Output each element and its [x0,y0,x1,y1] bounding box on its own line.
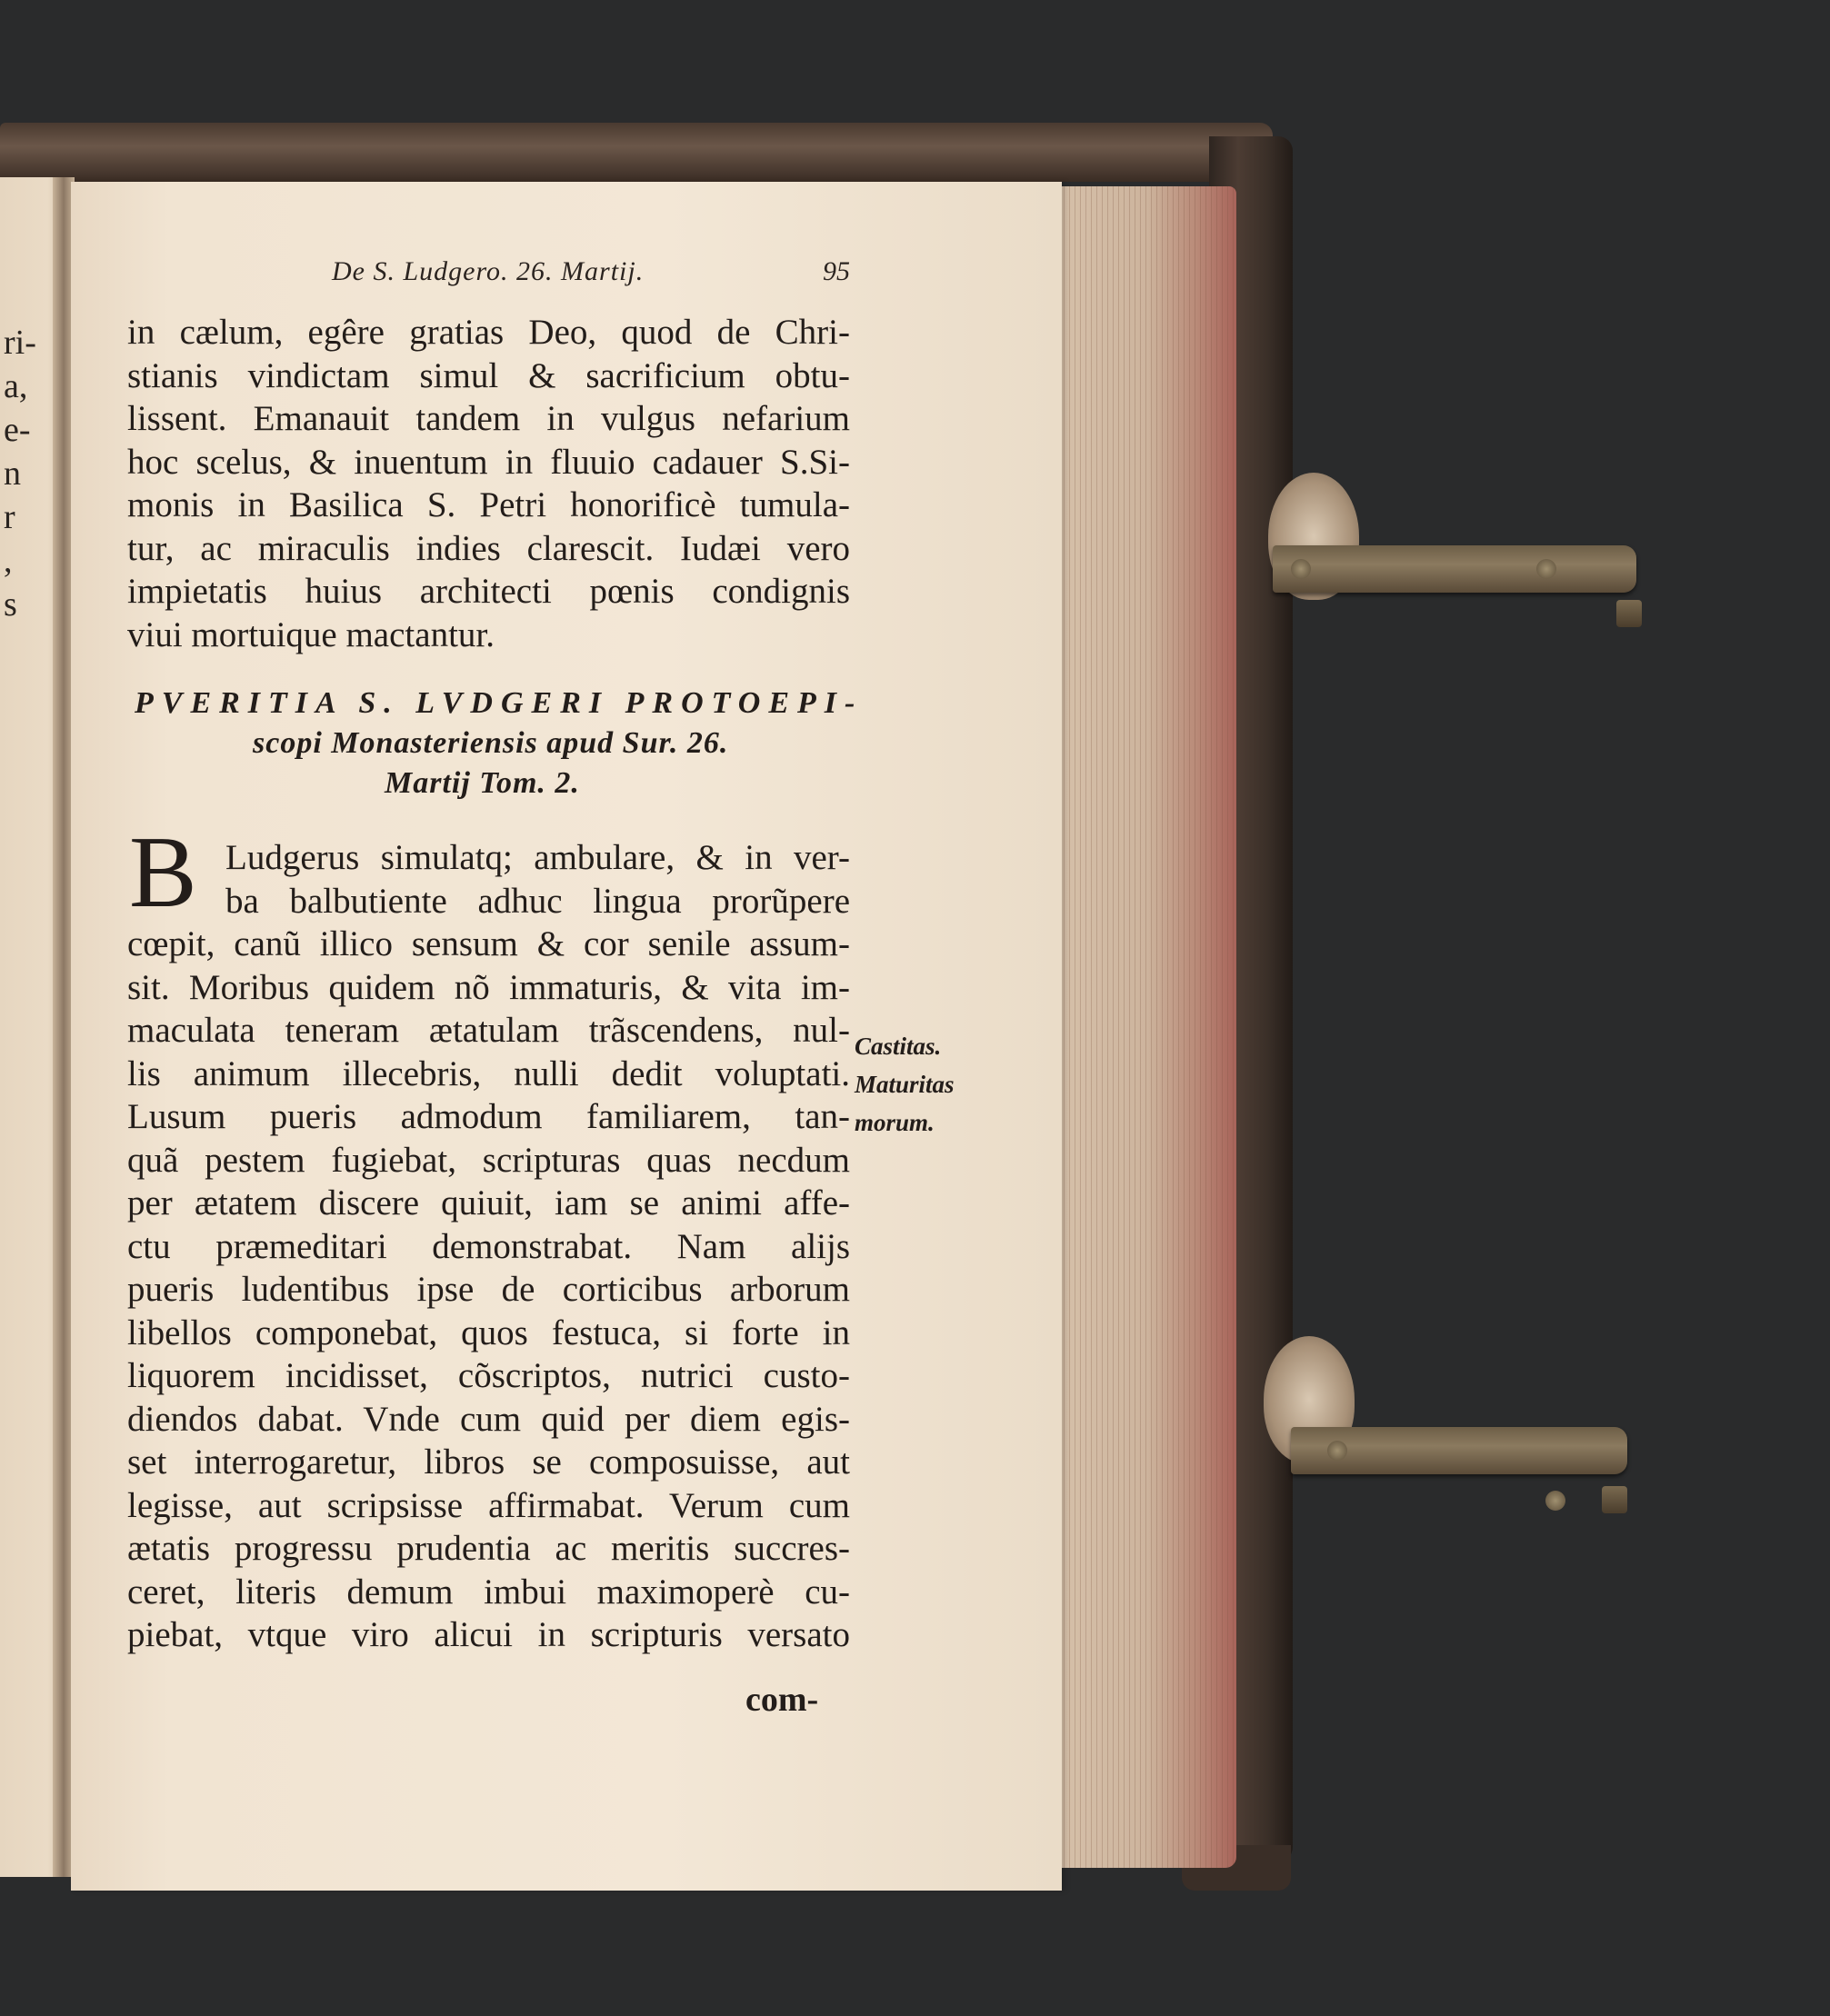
text-line: stianis vindictam simul & sacrificium obtu- [127,355,850,395]
text-line: maculata teneram ætatulam trãscendens, nul- [127,1011,850,1050]
text-line: cœpit, canũ illico sensum & cor senile assum- [127,924,850,963]
running-head: De S. Ludgero. 26. Martij. [332,256,645,286]
left-page-fragment: n [4,454,21,493]
text-line: quã pestem fugiebat, scripturas quas necdum [127,1140,850,1180]
left-page-fragment: r [4,498,15,536]
clasp-upper-tip [1616,600,1642,627]
marginal-note: Maturitas [855,1071,955,1098]
catchword: com- [745,1681,819,1719]
text-line: lissent. Emanauit tandem in vulgus nefarium [127,399,850,438]
marginal-note: morum. [855,1109,935,1136]
text-line: in cælum, egêre gratias Deo, quod de Chri- [127,313,850,352]
left-page-fragment: e- [4,411,31,449]
clasp-lower-rivet [1327,1441,1347,1461]
clasp-upper-strap [1273,545,1636,593]
left-page-fragment: , [4,542,13,580]
clasp-lower-tip [1602,1486,1627,1513]
heading-line-3: Martij Tom. 2. [385,766,580,800]
text-line: ceret, literis demum imbui maximoperè cu- [127,1572,850,1612]
text-line: diendos dabat. Vnde cum quid per diem egis- [127,1399,850,1439]
drop-cap: B [129,816,197,929]
text-line: pueris ludentibus ipse de corticibus arborum [127,1270,850,1309]
text-block-b [127,836,850,1657]
heading-line-1: PVERITIA S. LVDGERI PROTOEPI- [135,686,864,720]
text-line: hoc scelus, & inuentum in fluuio cadauer S.Si- [127,442,850,482]
left-page-fragment: ri- [4,324,36,362]
clasp-lower-rivet [1545,1491,1565,1511]
text-line: Lusum pueris admodum familiarem, tan- [127,1097,850,1136]
page-block-edge [1036,186,1236,1868]
marginal-note: Castitas. [855,1033,942,1060]
text-line: viui mortuique mactantur. [127,614,495,654]
heading-line-2: scopi Monasteriensis apud Sur. 26. [253,726,729,760]
text-line: set interrogaretur, libros se composuisse, aut [127,1442,850,1482]
text-line: ætatis progressu prudentia ac meritis succres- [127,1529,850,1568]
text-line: impietatis huius architecti pœnis condignis [127,572,850,611]
text-line: per ætatem discere quiuit, iam se animi affe- [127,1183,850,1223]
text-line: piebat, vtque viro alicui in scripturis versato [127,1615,850,1654]
text-line: tur, ac miraculis indies clarescit. Iudæi vero [127,528,850,568]
text-line: ba balbutiente adhuc lingua prorũpere [225,881,850,921]
folio-number: 95 [823,256,850,286]
text-block-a [127,311,850,656]
text-line: legisse, aut scripsisse affirmabat. Verum cum [127,1485,850,1525]
text-line: ctu præmeditari demonstrabat. Nam alijs [127,1226,850,1266]
left-page-fragment: a, [4,367,28,405]
clasp-upper-rivet [1291,559,1311,579]
left-page-fragment: s [4,585,17,624]
text-line: monis in Basilica S. Petri honorificè tumula- [127,485,850,524]
text-line: sit. Moribus quidem nõ immaturis, & vita im- [127,967,850,1007]
text-line: libellos componebat, quos festuca, si forte in [127,1312,850,1352]
text-line: lis animum illecebris, nulli dedit voluptati. [127,1053,850,1093]
section-heading [135,684,864,803]
clasp-upper-rivet [1536,559,1556,579]
text-line: Ludgerus simulatq; ambulare, & in ver- [225,838,850,877]
book-cover-top [0,123,1273,182]
text-line: liquorem incidisset, cõscriptos, nutrici custo- [127,1356,850,1395]
marginal-notes [855,1027,955,1142]
